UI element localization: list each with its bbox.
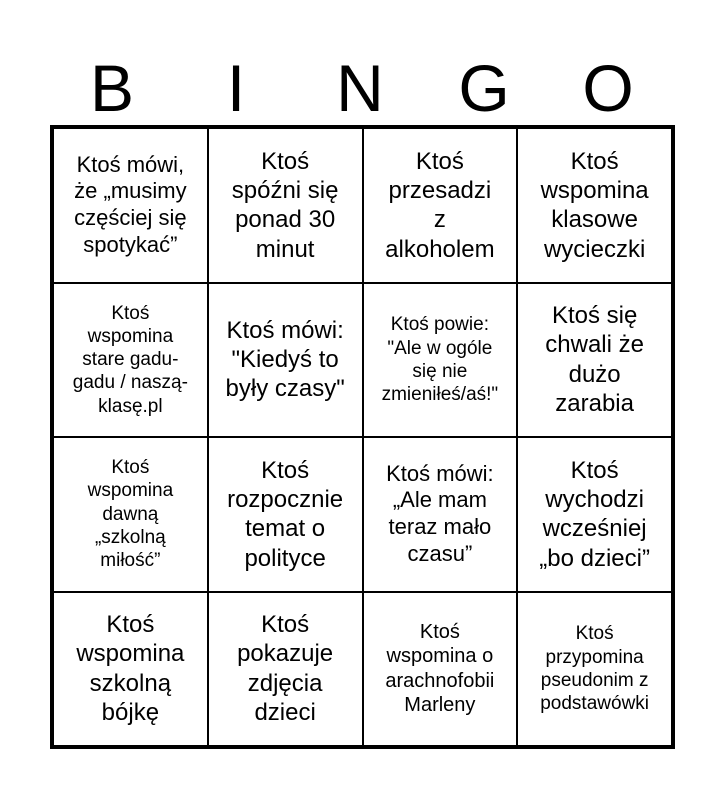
bingo-cell[interactable]: Ktoś pokazuje zdjęcia dzieci <box>208 592 363 747</box>
bingo-cell[interactable]: Ktoś wspomina dawną „szkolną miłość” <box>53 437 208 592</box>
header-letter-g: G <box>458 51 510 125</box>
bingo-cell[interactable]: Ktoś mówi: „Ale mam teraz mało czasu” <box>363 437 518 592</box>
header-letter-n: N <box>336 51 384 125</box>
header-letter-i: I <box>226 51 246 125</box>
bingo-cell[interactable]: Ktoś wychodzi wcześniej „bo dzieci” <box>517 437 672 592</box>
bingo-cell[interactable]: Ktoś przesadzi z alkoholem <box>363 128 518 283</box>
bingo-cell[interactable]: Ktoś wspomina o arachnofobii Marleny <box>363 592 518 747</box>
bingo-cell[interactable]: Ktoś wspomina szkolną bójkę <box>53 592 208 747</box>
bingo-cell[interactable]: Ktoś mówi: "Kiedyś to były czasy" <box>208 283 363 438</box>
bingo-cell[interactable]: Ktoś spóźni się ponad 30 minut <box>208 128 363 283</box>
bingo-cell[interactable]: Ktoś powie: "Ale w ogóle się nie zmieniłeś/aś!" <box>363 283 518 438</box>
bingo-cell[interactable]: Ktoś przypomina pseudonim z podstawówki <box>517 592 672 747</box>
bingo-cell[interactable]: Ktoś wspomina stare gadu- gadu / naszą- klasę.pl <box>53 283 208 438</box>
bingo-cell[interactable]: Ktoś rozpocznie temat o polityce <box>208 437 363 592</box>
header-letter-b: B <box>89 51 135 125</box>
bingo-header <box>50 48 670 128</box>
header-letter-o: O <box>582 51 634 125</box>
bingo-cell[interactable]: Ktoś mówi, że „musimy częściej się spotykać” <box>53 128 208 283</box>
bingo-grid <box>50 125 675 749</box>
bingo-cell[interactable]: Ktoś wspomina klasowe wycieczki <box>517 128 672 283</box>
bingo-cell[interactable]: Ktoś się chwali że dużo zarabia <box>517 283 672 438</box>
